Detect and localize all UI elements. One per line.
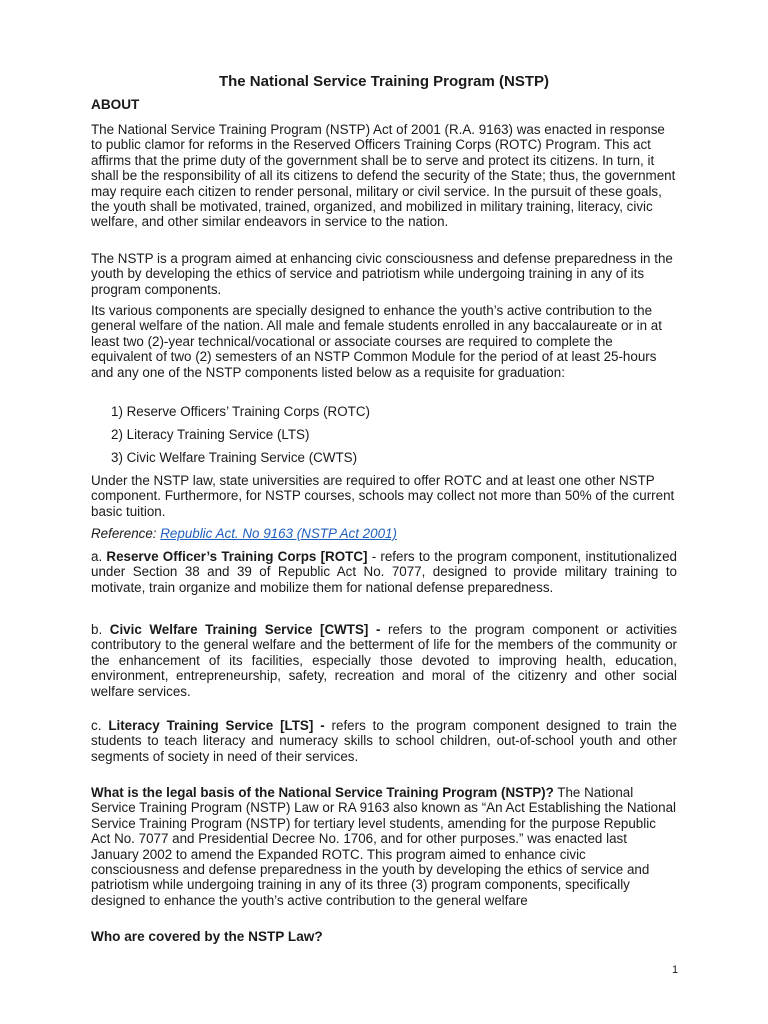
definition-lts-term: Literacy Training Service [LTS] - [108,718,325,733]
legal-basis-question: What is the legal basis of the National Service Training Program (NSTP)? [91,785,554,800]
definition-cwts-term: Civic Welfare Training Service [CWTS] - [109,622,381,637]
definition-rotc [91,549,677,595]
coverage-question: Who are covered by the NSTP Law? [91,929,323,944]
definition-lts-text: refers to the program component designed to train the students to teach literacy and numeracy skills to school children, out-of-school youth and other segments of society in need of their services. [91,718,677,764]
definition-lts-prefix: c. [91,718,102,733]
legal-basis-answer: The National Service Training Program (NSTP) Law or RA 9163 also known as “An Act Establishing the National Service Training Program (NSTP) for tertiary level students, amending for the purpose Republic Act No. 7077 and Presidential Decree No. 1706, and for other purposes.” was enacted last January 2002 to amend the Expanded ROTC. This program aimed to enhance civic consciousness and defense preparedness in the youth by developing the ethics of service and patriotism while undergoing training in any of its three (3) program components, specifically designed to enhance the youth’s active contribution to the general welfare [91,785,677,908]
list-item-lts: 2) Literacy Training Service (LTS) [111,427,310,442]
list-item-rotc: 1) Reserve Officers’ Training Corps (ROTC) [111,404,370,419]
paragraph-nstp-aim: The NSTP is a program aimed at enhancing civic consciousness and defense preparedness in the youth by developing the ethics of service and patriotism while undergoing training in any of its program components. [91,251,673,297]
page-number: 1 [672,964,679,976]
definition-rotc-term: Reserve Officer’s Training Corps [ROTC] [106,549,368,564]
reference-link[interactable]: Republic Act. No 9163 (NSTP Act 2001) [160,526,397,541]
definition-rotc-prefix: a. [91,549,103,564]
definition-rotc-text: - refers to the program component, institutionalized under Section 38 and 39 of Republic Act No. 7077, designed to provide military training to motivate, train organize and mobilize them for national defense preparedness. [91,549,677,595]
definition-cwts [91,622,677,699]
list-item-cwts: 3) Civic Welfare Training Service (CWTS) [111,450,358,465]
legal-basis-section [91,785,677,908]
about-heading: ABOUT [91,97,140,112]
page-title: The National Service Training Program (NSTP) [218,73,550,90]
definition-cwts-prefix: b. [91,622,103,637]
paragraph-components: Its various components are specially designed to enhance the youth’s active contribution to the general welfare of the nation. All male and female students enrolled in any baccalaureate or in at least two (2)-year technical/vocational or associate courses are required to complete the equivalent of two (2) semesters of an NSTP Common Module for the period of at least 25-hours and any one of the NSTP components listed below as a requisite for graduation: [91,303,662,380]
reference-line [91,526,677,541]
reference-label: Reference: [91,526,157,541]
paragraph-intro: The National Service Training Program (NSTP) Act of 2001 (R.A. 9163) was enacted in response to public clamor for reforms in the Reserved Officers Training Corps (ROTC) Program. This act affirms that the prime duty of the government shall be to serve and protect its citizens. In turn, it shall be the responsibility of all its citizens to defend the security of the State; thus, the government may require each citizen to render personal, military or civil service. In the pursuit of these goals, the youth shall be motivated, trained, organized, and mobilized in military training, literacy, civic welfare, and other similar endeavors in service to the nation. [91,122,676,230]
definition-lts [91,718,677,764]
paragraph-nstp-law: Under the NSTP law, state universities are required to offer ROTC and at least one other NSTP component. Furthermore, for NSTP courses, schools may collect not more than 50% of the current basic tuition. [91,473,675,519]
definition-cwts-text: refers to the program component or activities contributory to the general welfare and the betterment of life for the members of the community or the enhancement of its facilities, especially those devoted to improving health, education, environment, entrepreneurship, safety, recreation and moral of the citizenry and other social welfare services. [91,622,678,699]
